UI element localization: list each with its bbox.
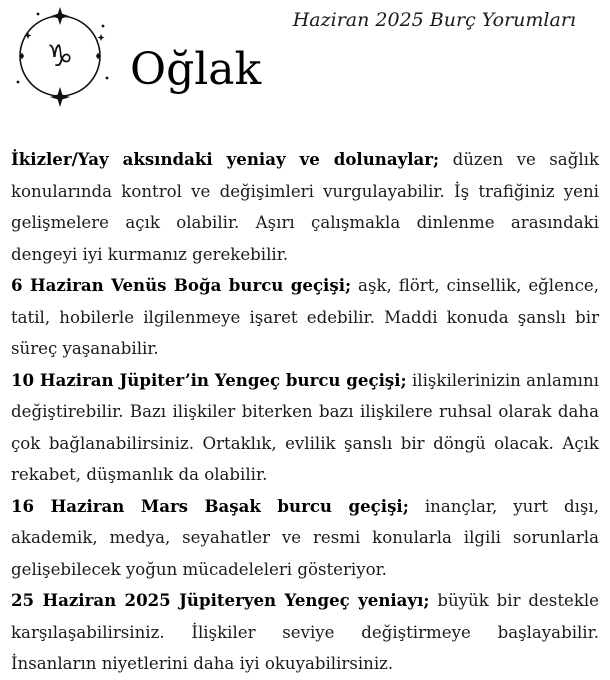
header-title: Haziran 2025 Burç Yorumları xyxy=(292,9,576,31)
paragraph-heading: 16 Haziran Mars Başak burcu geçişi; xyxy=(11,495,409,516)
paragraph-heading: 6 Haziran Venüs Boğa burcu geçişi; xyxy=(11,275,352,295)
paragraph-5 xyxy=(11,585,599,680)
paragraph-heading: İkizler/Yay aksındaki yeniay ve dolunaylar; xyxy=(11,149,440,169)
paragraph-4 xyxy=(11,491,599,586)
capricorn-glyph: ♑ xyxy=(46,39,74,74)
paragraph-2 xyxy=(11,270,599,365)
paragraph-heading: 25 Haziran 2025 Jüpiteryen Yengeç yeniayı; xyxy=(11,590,430,610)
paragraph-body: aşk, flört, cinsellik, eğlence, tatil, hobilerle ilgilenmeye işaret edebilir. Maddi konuda şanslı bir süreç yaşanabilir. xyxy=(11,276,599,358)
sign-name: Oğlak xyxy=(130,44,262,95)
page-header xyxy=(0,0,610,130)
capricorn-emblem-icon xyxy=(8,4,120,116)
paragraph-3 xyxy=(11,365,599,491)
paragraph-body: ilişkilerinizin anlamını değiştirebilir. Bazı ilişkiler biterken bazı ilişkilere ruhsal olarak daha çok bağlanabilirsiniz. Ortaklık, evlilik şanslı bir döngü olacak. Açık rekabet, düşmanlık da olabilir. xyxy=(11,370,599,484)
paragraph-heading: 10 Haziran Jüpiter’in Yengeç burcu geçişi; xyxy=(11,369,407,390)
horoscope-content xyxy=(11,144,599,680)
paragraph-body: büyük bir destekle karşılaşabilirsiniz. İlişkiler seviye değiştirmeye başlayabilir. İnsanların niyetlerini daha iyi okuyabilirsiniz. xyxy=(11,591,599,673)
paragraph-1 xyxy=(11,144,599,270)
paragraph-body: inançlar, yurt dışı, akademik, medya, seyahatler ve resmi konularla ilgili sorunlarla gelişebilecek yoğun mücadeleleri gösteriyor. xyxy=(11,496,599,579)
paragraph-body: düzen ve sağlık konularında kontrol ve değişimleri vurgulayabilir. İş trafiğiniz yeni gelişmelere açık olabilir. Aşırı çalışmakla dinlenme arasındaki dengeyi iyi kurmanız gerekebilir. xyxy=(11,150,599,264)
